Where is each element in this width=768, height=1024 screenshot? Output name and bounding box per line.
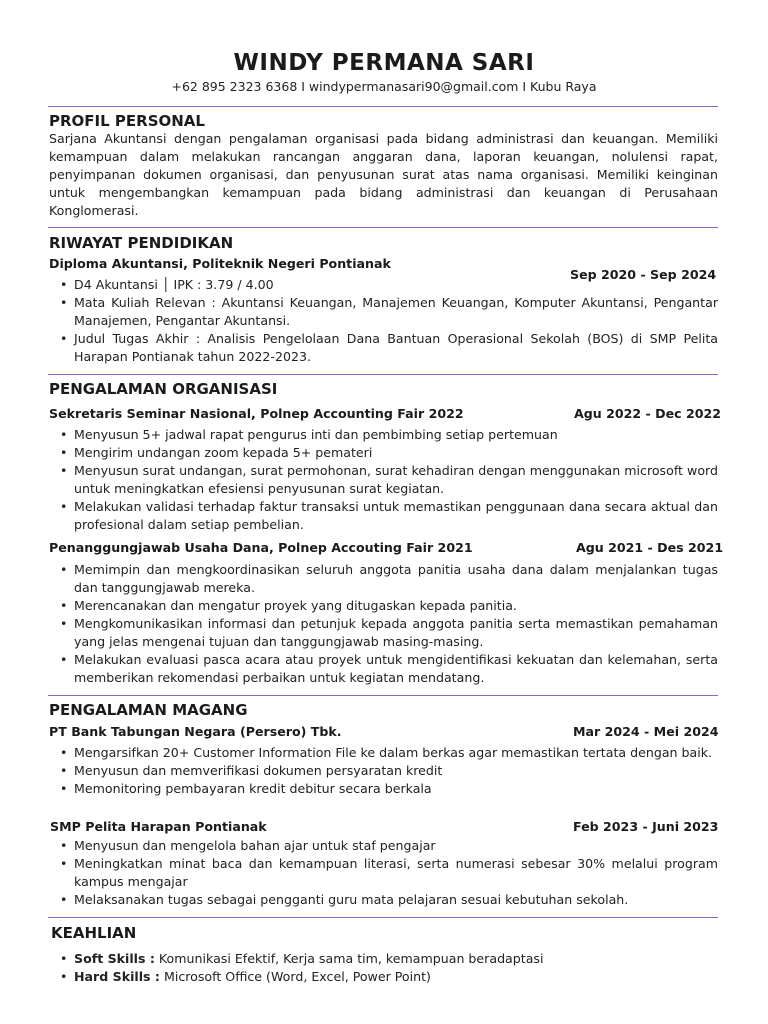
skill-label: Hard Skills :: [74, 969, 160, 984]
list-item: • Mengirim undangan zoom kepada 5+ pemateri: [57, 444, 718, 462]
section-divider: [48, 917, 718, 918]
list-item: • Menyusun 5+ jadwal rapat pengurus inti dan pembimbing setiap pertemuan: [57, 426, 718, 444]
education-bullet-list: [57, 276, 718, 366]
list-item: • Menyusun surat undangan, surat permohonan, surat kehadiran dengan menggunakan microsoft word untuk meningkatkan efesiensi penyusunan surat kegiatan.: [57, 462, 718, 498]
section-heading-internship: PENGALAMAN MAGANG: [49, 701, 248, 719]
organization-bullet-list: [57, 561, 718, 687]
candidate-name: WINDY PERMANA SARI: [233, 50, 535, 76]
section-divider: [48, 106, 718, 107]
list-item: • Merencanakan dan mengatur proyek yang ditugaskan kepada panitia.: [57, 597, 718, 615]
internship-entry-title: PT Bank Tabungan Negara (Persero) Tbk.: [49, 724, 342, 739]
section-divider: [48, 374, 718, 375]
organization-bullet-list: [57, 426, 718, 534]
education-entry-date: Sep 2020 - Sep 2024: [570, 267, 717, 282]
section-divider: [48, 695, 718, 696]
section-heading-organization: PENGALAMAN ORGANISASI: [49, 380, 278, 398]
organization-entry-date: Agu 2021 - Des 2021: [576, 540, 724, 555]
organization-entry-title: Sekretaris Seminar Nasional, Polnep Accounting Fair 2022: [49, 406, 464, 421]
organization-entry-title: Penanggungjawab Usaha Dana, Polnep Accouting Fair 2021: [49, 540, 473, 555]
internship-bullet-list: [57, 744, 718, 798]
organization-entry-date: Agu 2022 - Dec 2022: [574, 406, 722, 421]
internship-bullet-list: [57, 837, 718, 909]
list-item: • Memonitoring pembayaran kredit debitur secara berkala: [57, 780, 718, 798]
section-heading-skills: KEAHLIAN: [51, 924, 137, 942]
skill-label: Soft Skills :: [74, 951, 155, 966]
skill-item-soft: [57, 950, 718, 968]
list-item: • Menyusun dan memverifikasi dokumen persyaratan kredit: [57, 762, 718, 780]
section-heading-profile: PROFIL PERSONAL: [49, 112, 205, 130]
skill-text: Komunikasi Efektif, Kerja sama tim, kemampuan beradaptasi: [154, 951, 544, 966]
list-item: • Mengkomunikasikan informasi dan petunjuk kepada anggota panitia serta memastikan pemahaman yang jelas mengenai tujuan dan tanggungjawab masing-masing.: [57, 615, 718, 651]
list-item: • Mata Kuliah Relevan : Akuntansi Keuangan, Manajemen Keuangan, Komputer Akuntansi, Pengantar Manajemen, Pengantar Akuntansi.: [57, 294, 718, 330]
list-item: • Menyusun dan mengelola bahan ajar untuk staf pengajar: [57, 837, 718, 855]
list-item: • Mengarsifkan 20+ Customer Information File ke dalam berkas agar memastikan tertata dengan baik.: [57, 744, 718, 762]
list-item: • Melakukan evaluasi pasca acara atau proyek untuk mengidentifikasi kekuatan dan kelemahan, serta memberikan rekomendasi perbaikan untuk kegiatan mendatang.: [57, 651, 718, 687]
list-item: • Melaksanakan tugas sebagai pengganti guru mata pelajaran sesuai kebutuhan sekolah.: [57, 891, 718, 909]
education-entry-title: Diploma Akuntansi, Politeknik Negeri Pontianak: [49, 256, 391, 271]
skills-list: [57, 950, 718, 986]
list-item: • Melakukan validasi terhadap faktur transaksi untuk memastikan penggunaan dana secara aktual dan profesional dalam setiap pembelian.: [57, 498, 718, 534]
skill-item-hard: [57, 968, 718, 986]
list-item: • D4 Akuntansi │ IPK : 3.79 / 4.00: [57, 276, 718, 294]
internship-entry-date: Feb 2023 - Juni 2023: [573, 819, 719, 834]
list-item: • Judul Tugas Akhir : Analisis Pengelolaan Dana Bantuan Operasional Sekolah (BOS) di SMP Pelita Harapan Pontianak tahun 2022-2023.: [57, 330, 718, 366]
list-item: • Meningkatkan minat baca dan kemampuan literasi, serta numerasi sebesar 30% melalui program kampus mengajar: [57, 855, 718, 891]
profile-summary: Sarjana Akuntansi dengan pengalaman organisasi pada bidang administrasi dan keuangan. Memiliki kemampuan dalam melakukan rancangan anggaran dana, laporan keuangan, nolulensi rapat, penyimpanan dokumen organisasi, dan penyusunan surat atas nama organisasi. Memiliki keinginan untuk mengembangkan kemampuan pada bidang administrasi dan keuangan di Perusahaan Konglomerasi.: [49, 131, 718, 218]
skill-text: Microsoft Office (Word, Excel, Power Point): [159, 969, 431, 984]
internship-entry-date: Mar 2024 - Mei 2024: [573, 724, 719, 739]
contact-line: +62 895 2323 6368 I windypermanasari90@gmail.com I Kubu Raya: [171, 79, 597, 94]
section-divider: [48, 227, 718, 228]
list-item: • Memimpin dan mengkoordinasikan seluruh anggota panitia usaha dana dalam menjalankan tugas dan tanggungjawab mereka.: [57, 561, 718, 597]
section-heading-education: RIWAYAT PENDIDIKAN: [49, 234, 234, 252]
internship-entry-title: SMP Pelita Harapan Pontianak: [50, 819, 267, 834]
